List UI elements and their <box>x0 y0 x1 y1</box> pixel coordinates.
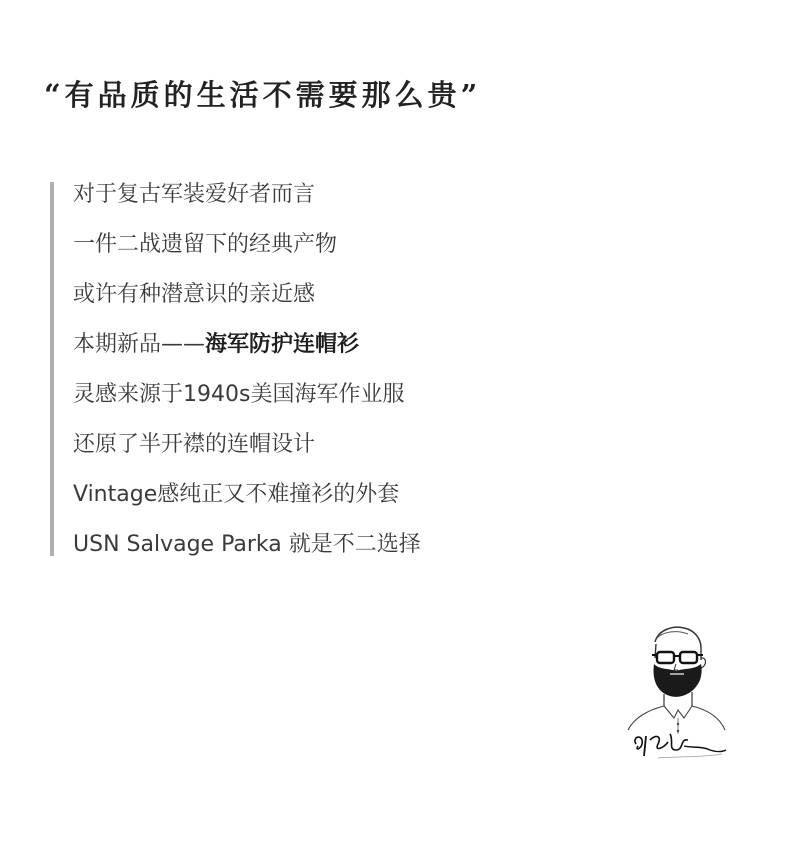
text-line: 灵感来源于1940s美国海军作业服 <box>73 382 405 407</box>
bearded-man-portrait-icon <box>618 622 734 768</box>
text-line: 对于复古军装爱好者而言 <box>73 182 316 207</box>
text-line: USN Salvage Parka 就是不二选择 <box>73 532 421 557</box>
text-line: 或许有种潜意识的亲近感 <box>73 282 316 307</box>
signature-icon <box>635 734 726 758</box>
product-line <box>73 320 421 370</box>
quote-block <box>50 182 421 556</box>
text-line: Vintage感纯正又不难撞衫的外套 <box>73 482 400 507</box>
product-name: 海军防护连帽衫 <box>205 332 360 357</box>
text-line: 一件二战遗留下的经典产物 <box>73 232 338 257</box>
page-headline: “有品质的生活不需要那么贵” <box>44 78 482 112</box>
text-line: 还原了半开襟的连帽设计 <box>73 432 316 457</box>
product-prefix: 本期新品—— <box>73 332 206 357</box>
